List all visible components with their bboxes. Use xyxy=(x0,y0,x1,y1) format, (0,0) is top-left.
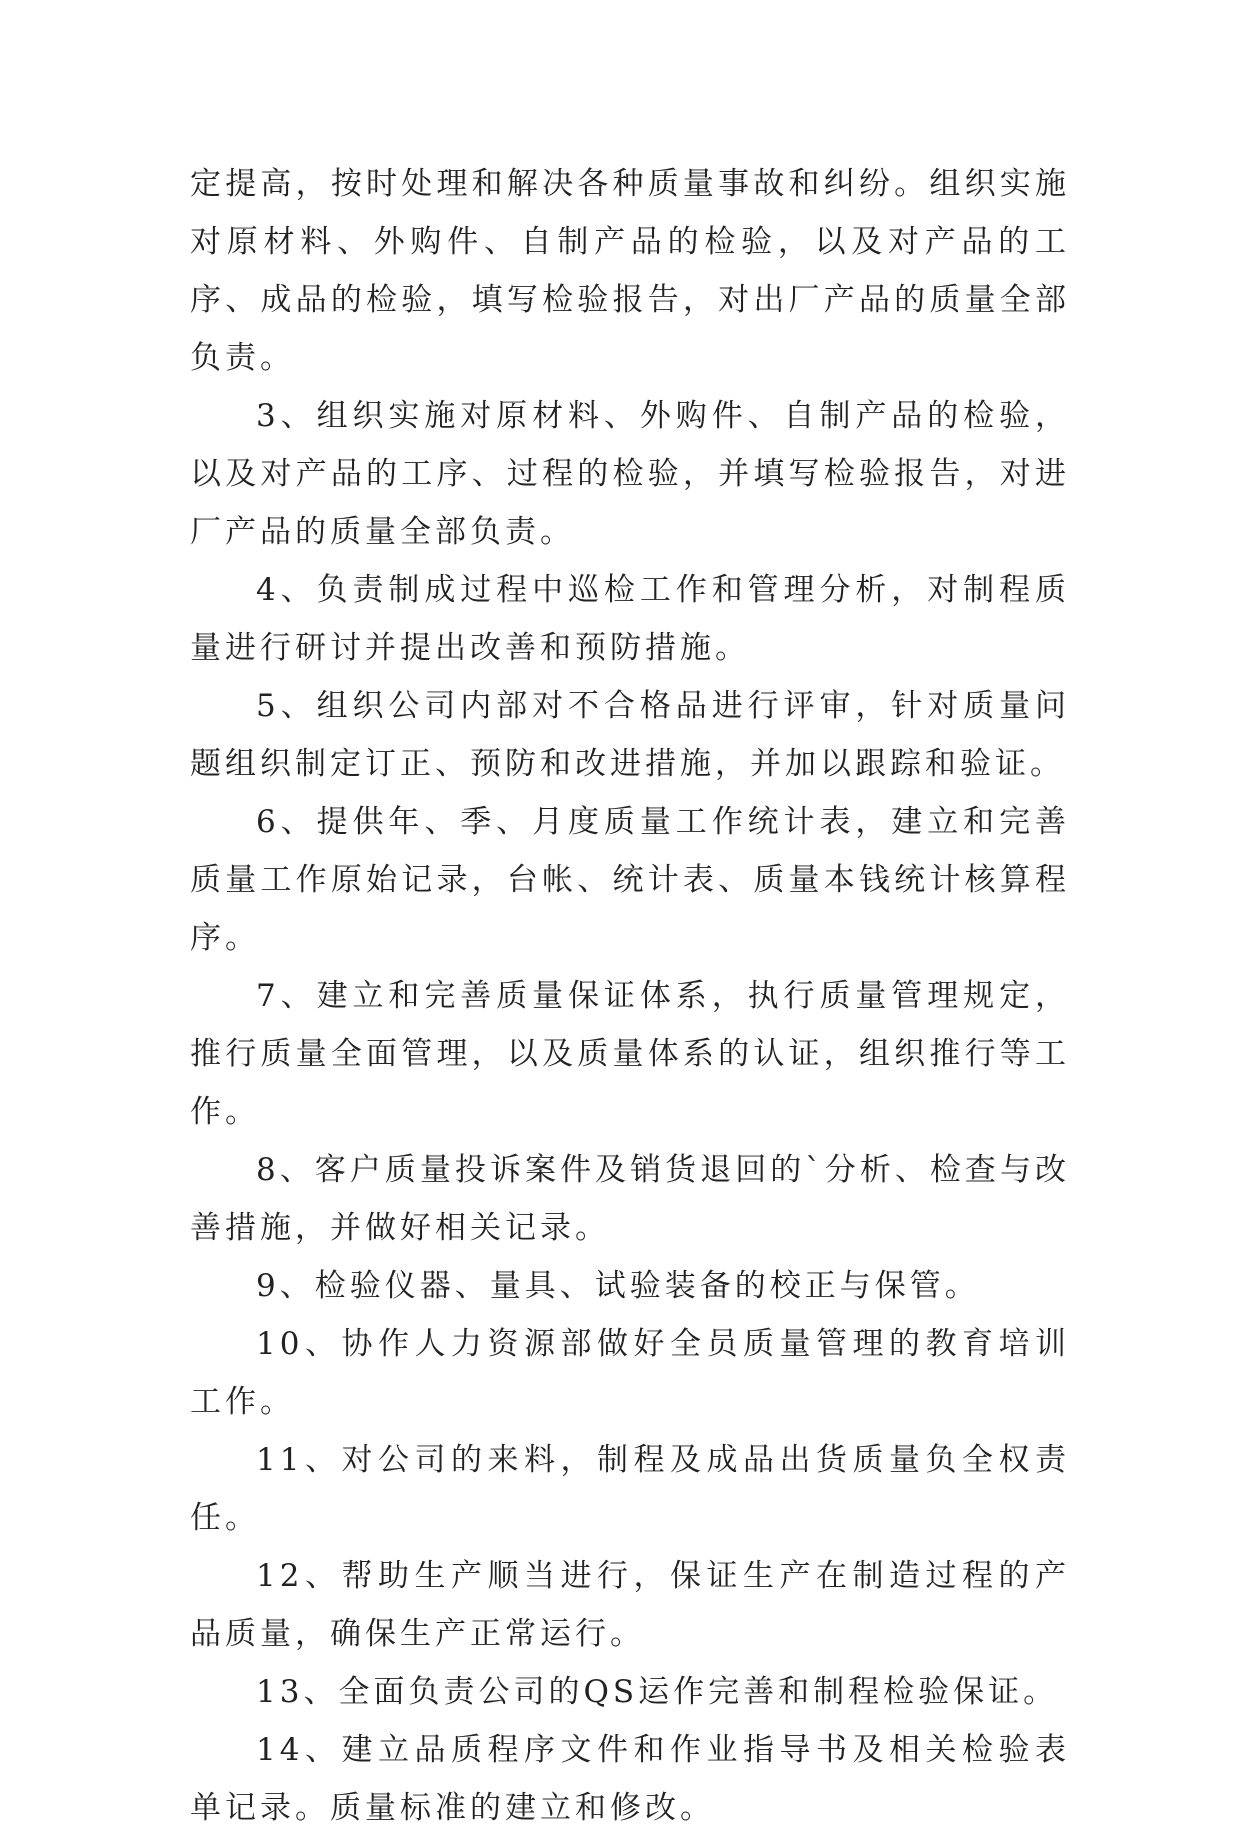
paragraph-item-13: 13、全面负责公司的QS运作完善和制程检验保证。 xyxy=(256,1674,1059,1710)
paragraph-item-9: 9、检验仪器、量具、试验装备的校正与保管。 xyxy=(256,1268,980,1304)
paragraph-item-12: 12、帮助生产顺当进行，保证生产在制造过程的产品质量，确保生产正常运行。 xyxy=(190,1558,1070,1652)
paragraph-item-10: 10、协作人力资源部做好全员质量管理的教育培训工作。 xyxy=(190,1326,1070,1420)
paragraph-item-11: 11、对公司的来料，制程及成品出货质量负全权责任。 xyxy=(190,1442,1070,1536)
paragraph-item-6: 6、提供年、季、月度质量工作统计表，建立和完善质量工作原始记录，台帐、统计表、质量本钱统计核算程序。 xyxy=(190,804,1070,956)
paragraph-item-8: 8、客户质量投诉案件及销货退回的`分析、检查与改善措施，并做好相关记录。 xyxy=(190,1152,1070,1246)
paragraph-item-4: 4、负责制成过程中巡检工作和管理分析，对制程质量进行研讨并提出改善和预防措施。 xyxy=(190,572,1070,666)
paragraph-item-3: 3、组织实施对原材料、外购件、自制产品的检验，以及对产品的工序、过程的检验，并填写检验报告，对进厂产品的质量全部负责。 xyxy=(190,398,1070,550)
paragraph-item-7: 7、建立和完善质量保证体系，执行质量管理规定，推行质量全面管理，以及质量体系的认证，组织推行等工作。 xyxy=(190,978,1070,1130)
paragraph-item-14: 14、建立品质程序文件和作业指导书及相关检验表单记录。质量标准的建立和修改。 xyxy=(190,1732,1070,1826)
paragraph-continuation: 定提高，按时处理和解决各种质量事故和纠纷。组织实施对原材料、外购件、自制产品的检验，以及对产品的工序、成品的检验，填写检验报告，对出厂产品的质量全部负责。 xyxy=(190,166,1070,376)
paragraph-item-5: 5、组织公司内部对不合格品进行评审，针对质量问题组织制定订正、预防和改进措施，并加以跟踪和验证。 xyxy=(190,688,1070,782)
document-body xyxy=(190,155,1070,1837)
